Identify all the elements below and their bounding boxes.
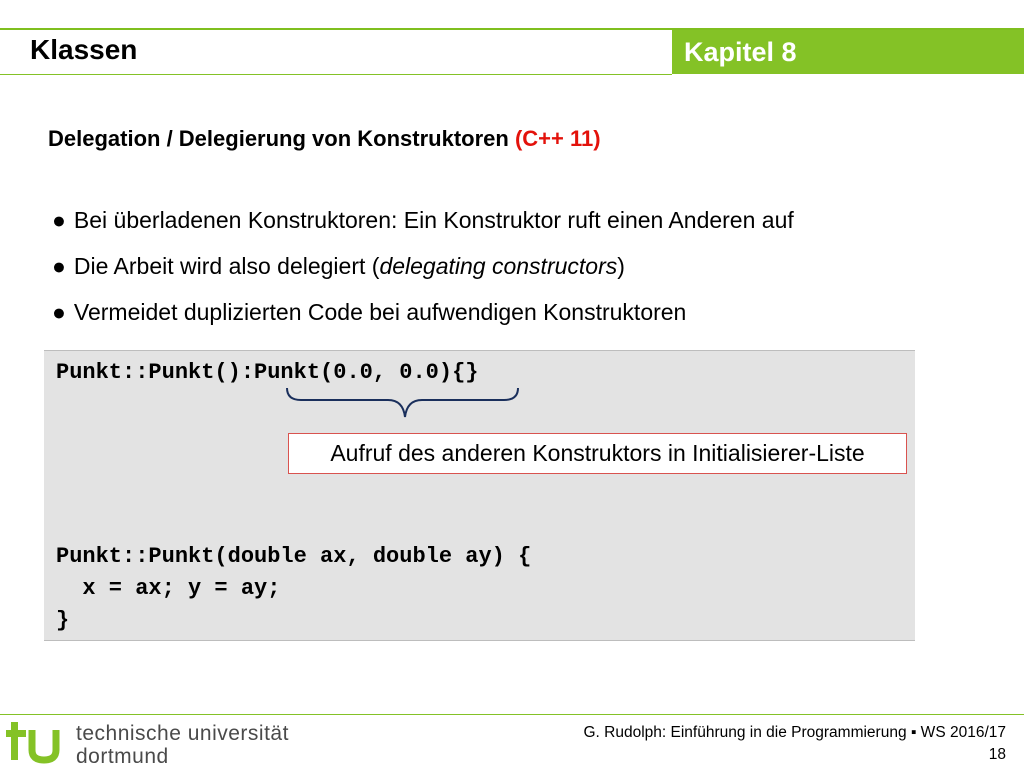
logo-line-1: technische universität [76, 722, 289, 745]
code-line-constructor-body: x = ax; y = ay; [56, 576, 281, 601]
header-rule [0, 74, 672, 75]
chapter-badge: Kapitel 8 [672, 30, 1024, 74]
bullet-dot-icon: ● [52, 253, 66, 279]
bullet-text: Bei überladenen Konstruktoren: Ein Konstruktor ruft einen Anderen auf [73, 207, 794, 233]
bullet-item [52, 295, 794, 341]
page-number: 18 [988, 746, 1006, 763]
subtitle-main: Delegation / Delegierung von Konstruktoren [48, 126, 509, 151]
footer-author-course: G. Rudolph: Einführung in die Programmierung ▪ WS 2016/17 [583, 724, 1006, 741]
university-logo-text [76, 722, 289, 768]
curly-brace-icon [285, 386, 520, 420]
bullet-list [52, 203, 794, 341]
tu-dortmund-logo-icon [6, 718, 72, 764]
bullet-text-end: ) [617, 253, 625, 279]
footer-credit [583, 722, 1006, 766]
logo-line-2: dortmund [76, 745, 169, 768]
slide-subtitle [48, 126, 601, 152]
code-line-constructor-signature: Punkt::Punkt(double ax, double ay) { [56, 544, 532, 569]
bullet-dot-icon: ● [52, 299, 66, 325]
footer-rule [0, 714, 1024, 715]
bullet-text: Vermeidet duplizierten Code bei aufwendigen Konstruktoren [73, 299, 687, 325]
bullet-dot-icon: ● [52, 207, 66, 233]
bullet-item [52, 249, 794, 295]
bullet-item [52, 203, 794, 249]
code-line-delegating-constructor: Punkt::Punkt():Punkt(0.0, 0.0){} [56, 360, 479, 385]
bullet-text: Die Arbeit wird also delegiert ( [73, 253, 380, 279]
annotation-callout: Aufruf des anderen Konstruktors in Initialisierer-Liste [288, 433, 907, 474]
slide-section-title: Klassen [30, 34, 138, 65]
bullet-text-italic: delegating constructors [379, 253, 618, 279]
code-line-closing-brace: } [56, 608, 70, 633]
subtitle-accent: (C++ 11) [514, 126, 601, 151]
